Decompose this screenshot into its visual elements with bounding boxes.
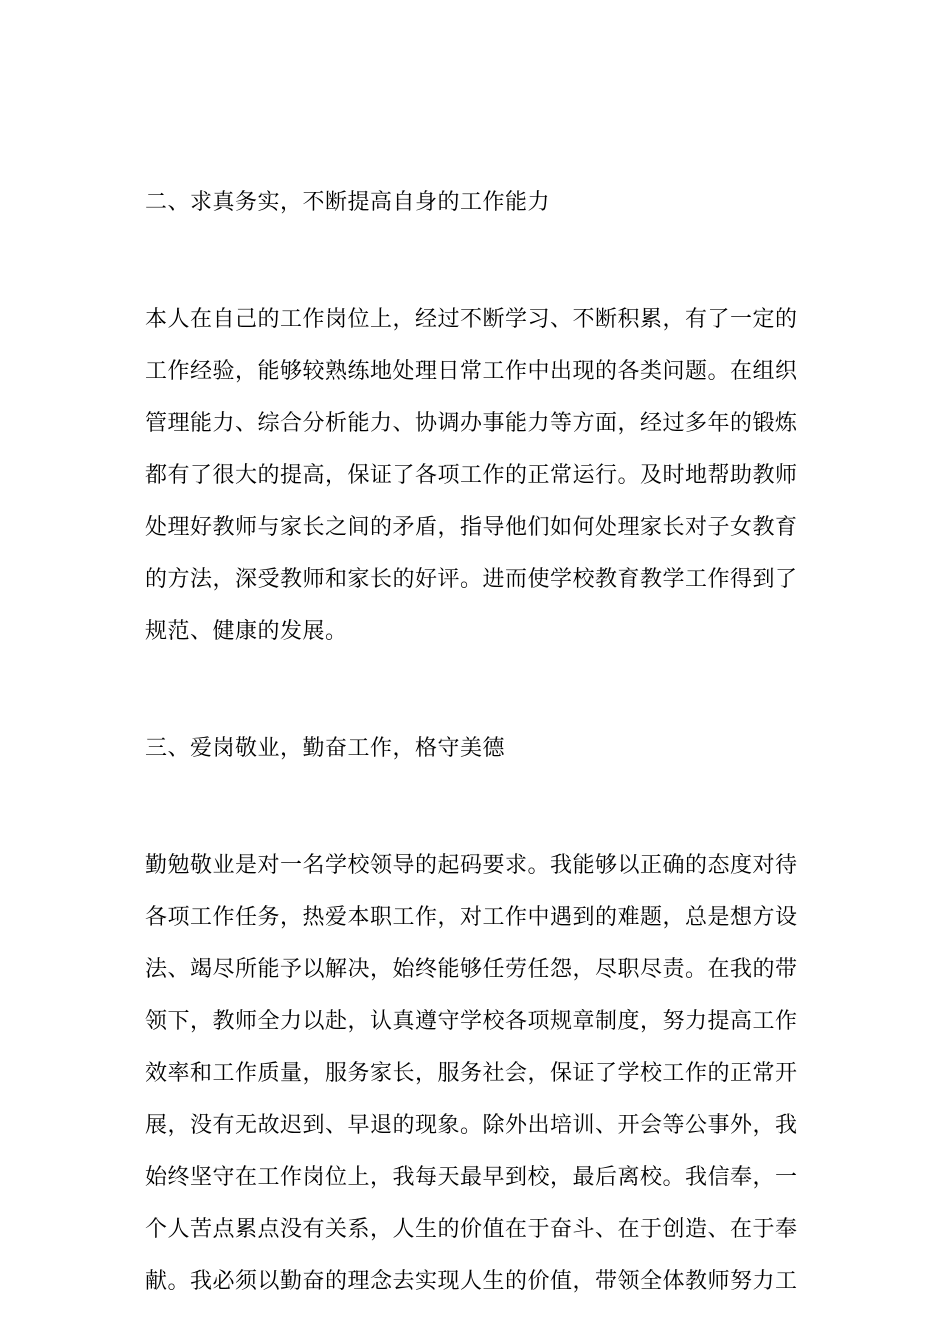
section-2-paragraph <box>145 294 809 658</box>
paragraph-line: 展，没有无故迟到、早退的现象。除外出培训、开会等公事外，我 <box>145 1113 798 1138</box>
document-body <box>145 177 809 1308</box>
paragraph-line: 始终坚守在工作岗位上，我每天最早到校，最后离校。我信奉，一 <box>145 1165 798 1190</box>
paragraph-line: 献。我必须以勤奋的理念去实现人生的价值，带领全体教师努力工 <box>145 1269 798 1294</box>
spacer <box>145 229 809 294</box>
paragraph-line: 都有了很大的提高，保证了各项工作的正常运行。及时地帮助教师 <box>145 463 798 488</box>
paragraph-line: 个人苦点累点没有关系，人生的价值在于奋斗、在于创造、在于奉 <box>145 1217 798 1242</box>
paragraph-line: 管理能力、综合分析能力、协调办事能力等方面，经过多年的锻炼 <box>145 411 798 436</box>
paragraph-line: 工作经验，能够较熟练地处理日常工作中出现的各类问题。在组织 <box>145 359 798 384</box>
paragraph-line: 领下，教师全力以赴，认真遵守学校各项规章制度，努力提高工作 <box>145 1009 798 1034</box>
paragraph-line: 法、竭尽所能予以解决，始终能够任劳任怨，尽职尽责。在我的带 <box>145 957 798 982</box>
section-heading-2: 二、求真务实，不断提高自身的工作能力 <box>145 190 551 215</box>
paragraph-line: 本人在自己的工作岗位上，经过不断学习、不断积累，有了一定的 <box>145 307 798 332</box>
section-heading-3: 三、爱岗敬业，勤奋工作，格守美德 <box>145 736 506 761</box>
spacer <box>145 775 809 840</box>
paragraph-line: 规范、健康的发展。 <box>145 619 348 644</box>
paragraph-line: 各项工作任务，热爱本职工作，对工作中遇到的难题，总是想方设 <box>145 905 798 930</box>
paragraph-line: 的方法，深受教师和家长的好评。进而使学校教育教学工作得到了 <box>145 567 798 592</box>
paragraph-line: 效率和工作质量，服务家长，服务社会，保证了学校工作的正常开 <box>145 1061 798 1086</box>
paragraph-line: 处理好教师与家长之间的矛盾，指导他们如何处理家长对子女教育 <box>145 515 798 540</box>
paragraph-line: 勤勉敬业是对一名学校领导的起码要求。我能够以正确的态度对待 <box>145 853 798 878</box>
spacer <box>145 658 809 723</box>
section-3-paragraph <box>145 840 809 1308</box>
